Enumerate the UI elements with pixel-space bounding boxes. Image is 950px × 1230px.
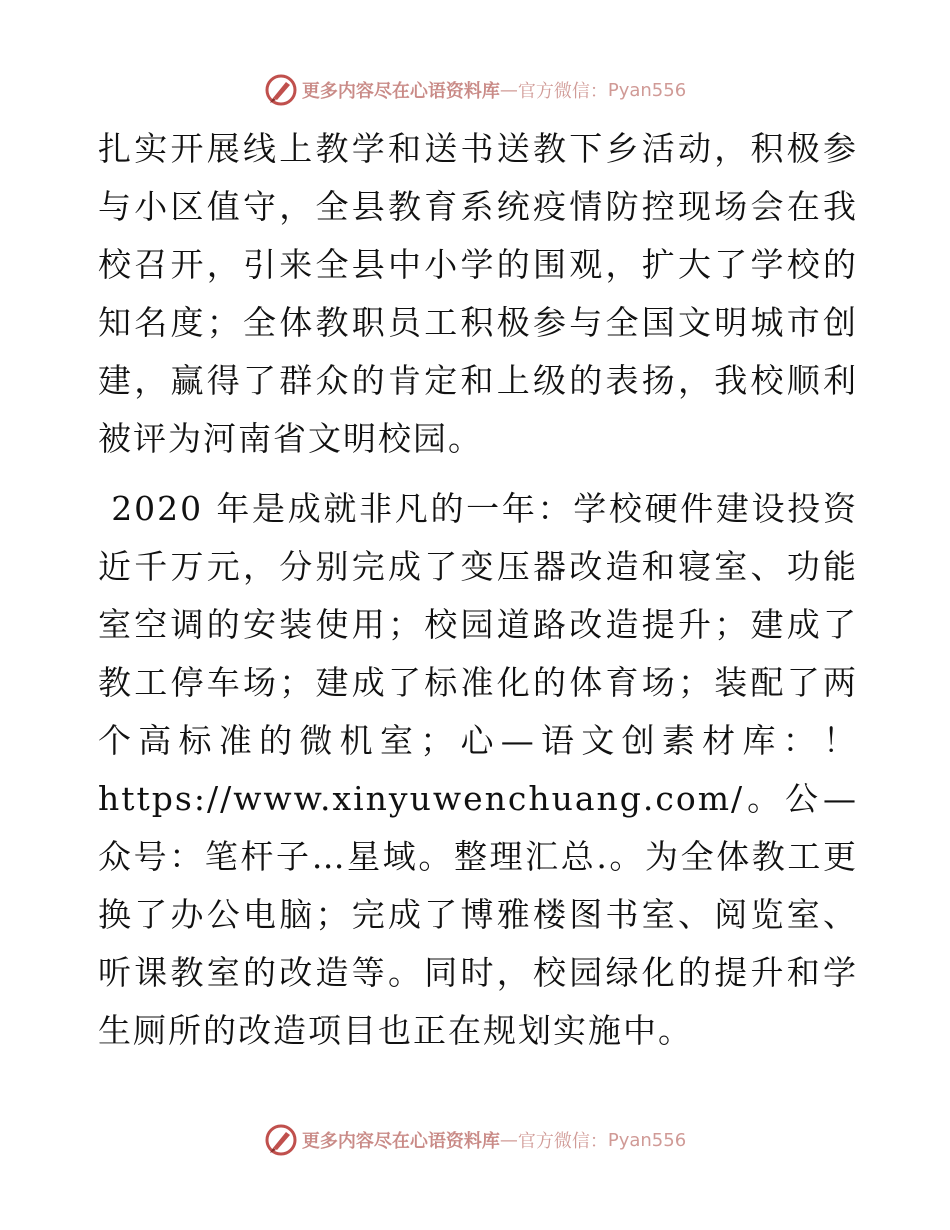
- paragraph-2: 2020 年是成就非凡的一年：学校硬件建设投资近千万元，分别完成了变压器改造和寝室、功能室空调的安装使用；校园道路改造提升；建成了教工停车场；建成了标准化的体育场；装配了两个高标准的微机室；心—语文创素材库：！https://www.xinyuwenchuang.com/。公—众号：笔杆子…星域。整理汇总.。为全体教工更换了办公电脑；完成了博雅楼图书室、阅览室、听课教室的改造等。同时，校园绿化的提升和学生厕所的改造项目也正在规划实施中。: [98, 489, 858, 1050]
- footer-wechat-id: Pyan556: [607, 1129, 687, 1151]
- header-dash: —: [499, 79, 518, 101]
- document-body: [98, 120, 858, 1060]
- header-brand-text: 更多内容尽在心语资料库: [301, 81, 500, 102]
- header-wechat-label: 官方微信：: [517, 81, 608, 102]
- header-wechat-id: Pyan556: [607, 79, 687, 101]
- quill-pen-logo-icon: [264, 1123, 298, 1157]
- footer-wechat-label: 官方微信：: [517, 1131, 608, 1152]
- footer-dash: —: [499, 1129, 518, 1151]
- footer-brand-text: 更多内容尽在心语资料库: [301, 1131, 500, 1152]
- paragraph-1: 扎实开展线上教学和送书送教下乡活动，积极参与小区值守，全县教育系统疫情防控现场会在我校召开，引来全县中小学的围观，扩大了学校的知名度；全体教职员工积极参与全国文明城市创建，赢得了群众的肯定和上级的表扬，我校顺利被评为河南省文明校园。: [98, 129, 858, 458]
- quill-pen-logo-icon: [264, 73, 298, 107]
- footer-watermark: [0, 1120, 950, 1160]
- header-watermark: [0, 70, 950, 110]
